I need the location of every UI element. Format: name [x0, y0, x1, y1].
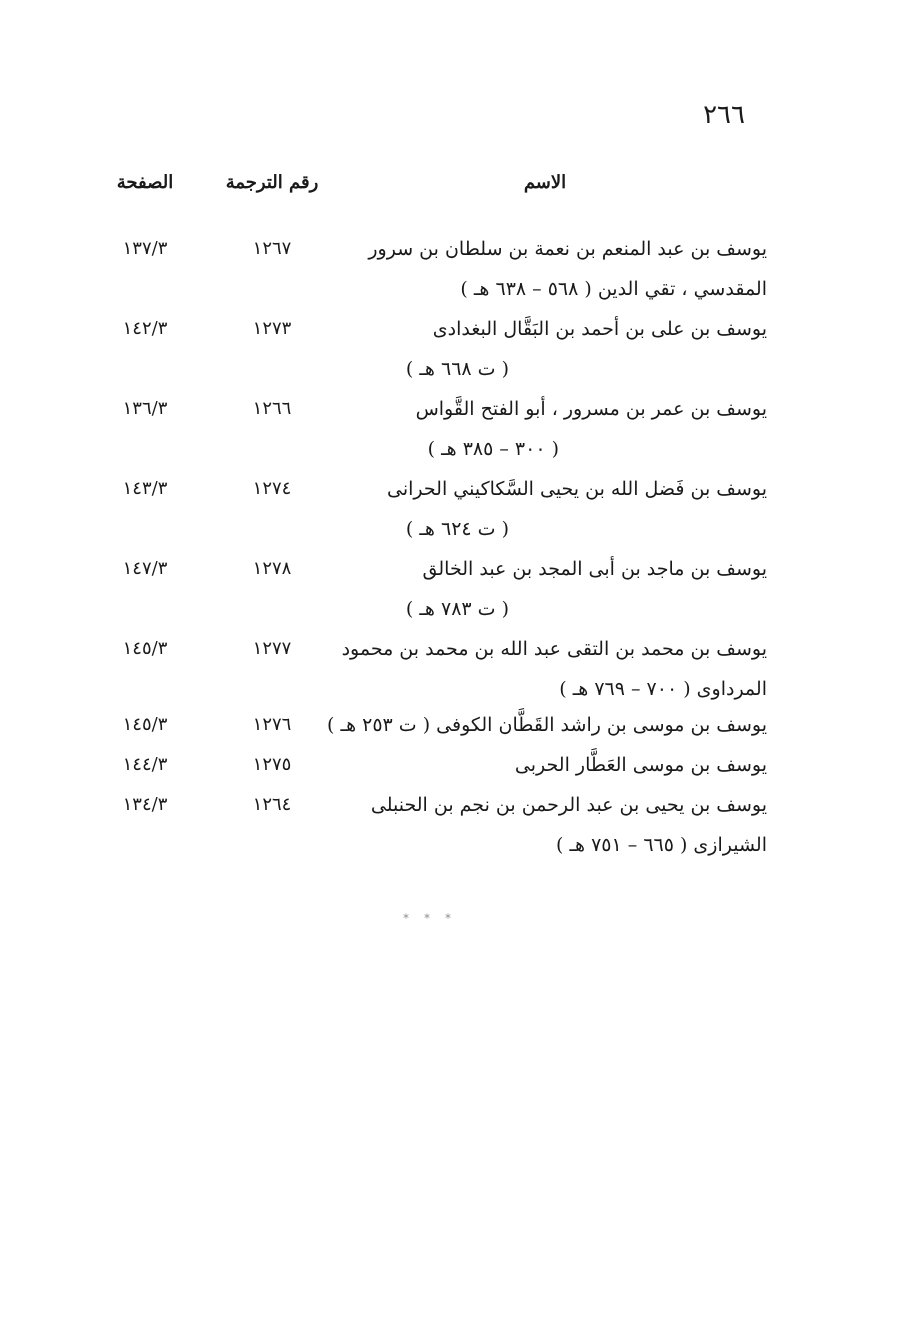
entry-translation-no: ١٢٧٦ — [252, 714, 292, 735]
entry-translation-no: ١٢٧٨ — [252, 558, 292, 579]
entry-page: ١٤٣/٣ — [122, 478, 168, 499]
entry-name-line1: يوسف بن فَضل الله بن يحيى السَّكاكيني الحرانى — [387, 478, 767, 500]
entry-name-line2: ( ت ٧٨٣ هـ ) — [405, 598, 509, 620]
entry-page: ١٤٢/٣ — [122, 318, 168, 339]
entry-page: ١٤٧/٣ — [122, 558, 168, 579]
column-header-name: الاسم — [523, 172, 567, 193]
entry-name-line1: يوسف بن عبد المنعم بن نعمة بن سلطان بن سرور — [368, 238, 767, 260]
entry-name-line2: المرداوى ( ٧٠٠ – ٧٦٩ هـ ) — [559, 678, 767, 700]
entry-translation-no: ١٢٦٦ — [252, 398, 292, 419]
entry-name-line1: يوسف بن عمر بن مسرور ، أبو الفتح القَّواس — [415, 398, 767, 420]
entry-name-line2: ( ت ٦٢٤ هـ ) — [405, 518, 509, 540]
column-header-page: الصفحة — [116, 172, 174, 193]
column-header-translation-no: رقم الترجمة — [225, 172, 319, 193]
entry-page: ١٤٥/٣ — [122, 638, 168, 659]
entry-name-line1: يوسف بن يحيى بن عبد الرحمن بن نجم بن الحنبلى — [370, 794, 767, 816]
entry-page: ١٣٧/٣ — [122, 238, 168, 259]
entry-name-line2: الشيرازى ( ٦٦٥ – ٧٥١ هـ ) — [556, 834, 767, 856]
entry-translation-no: ١٢٦٤ — [252, 794, 292, 815]
end-ornament: * * * — [403, 912, 457, 925]
entry-translation-no: ١٢٧٣ — [252, 318, 292, 339]
entry-name-line1: يوسف بن موسى العَطَّار الحربى — [514, 754, 767, 776]
entry-translation-no: ١٢٦٧ — [252, 238, 292, 259]
entry-name-line2: ( ٣٠٠ – ٣٨٥ هـ ) — [427, 438, 559, 460]
entry-translation-no: ١٢٧٧ — [252, 638, 292, 659]
entry-name-line1: يوسف بن ماجد بن أبى المجد بن عبد الخالق — [422, 558, 767, 580]
entry-name-line1: يوسف بن محمد بن التقى عبد الله بن محمد بن محمود — [341, 638, 767, 660]
entry-page: ١٤٤/٣ — [122, 754, 168, 775]
entry-page: ١٣٤/٣ — [122, 794, 168, 815]
entry-page: ١٤٥/٣ — [122, 714, 168, 735]
entry-translation-no: ١٢٧٥ — [252, 754, 292, 775]
entry-translation-no: ١٢٧٤ — [252, 478, 292, 499]
entry-name-line1: يوسف بن على بن أحمد بن البَقَّال البغدادى — [432, 318, 767, 340]
page-number: ٢٦٦ — [703, 100, 745, 130]
entry-page: ١٣٦/٣ — [122, 398, 168, 419]
entry-name-line1: يوسف بن موسى بن راشد القَطَّان الكوفى ( ت ٢٥٣ هـ ) — [327, 714, 767, 736]
entry-name-line2: المقدسي ، تقي الدين ( ٥٦٨ – ٦٣٨ هـ ) — [460, 278, 767, 300]
entry-name-line2: ( ت ٦٦٨ هـ ) — [405, 358, 509, 380]
